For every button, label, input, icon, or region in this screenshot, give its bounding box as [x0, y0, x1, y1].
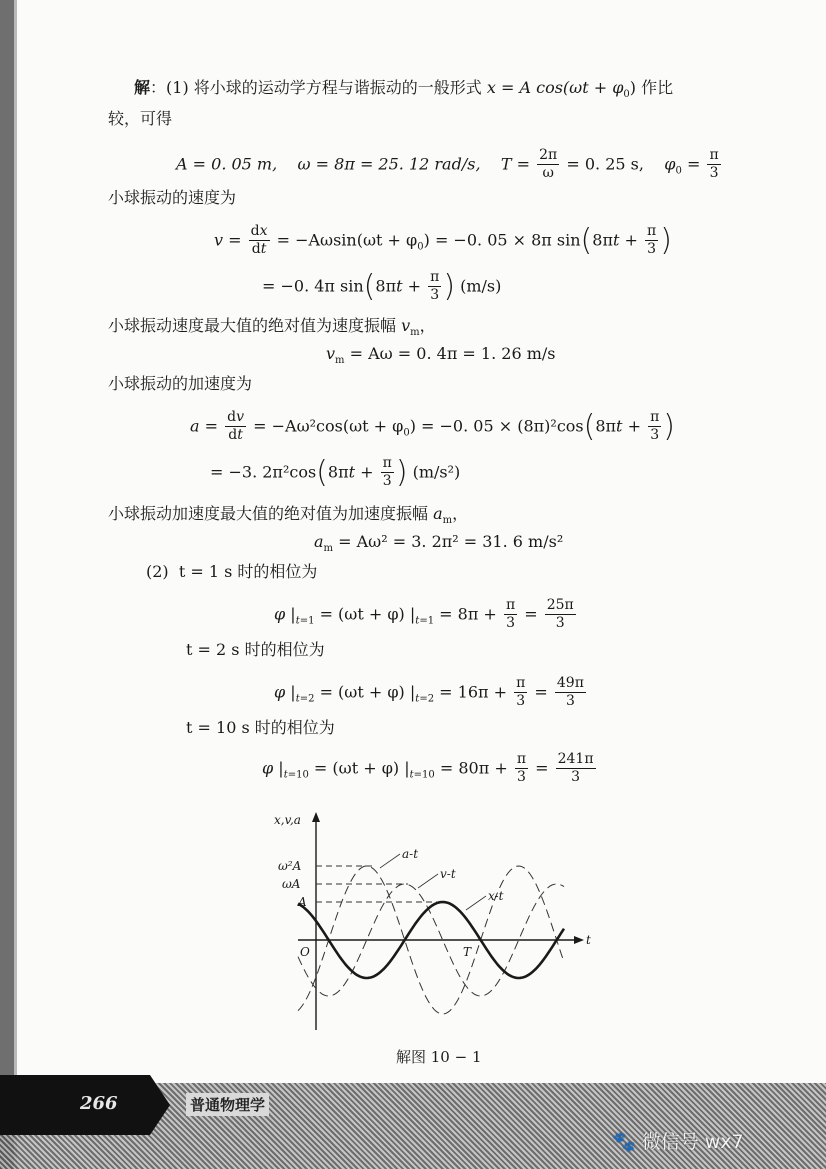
x-axis-label: t: [586, 933, 591, 947]
curve-label-v: v-t: [440, 867, 456, 881]
velocity-equation-2: = −0. 4π sin(8πt + $\frac{\pi}{3}$ ) (m/s): [262, 268, 502, 304]
velocity-heading: 小球振动的速度为: [108, 188, 237, 207]
wechat-watermark: 🐾 微信号 wx7: [612, 1131, 744, 1153]
acceleration-equation-1: a = $\frac{dv}{dt}$ = $-A\omega^2\cos(\omega t + \varphi_0) = -0$. 05 × (8π)²cos(8πt + $\frac{\pi}{3}$ ): [190, 408, 675, 444]
x-axis-arrow: [574, 936, 584, 944]
leader-a: [380, 854, 400, 868]
phase-heading-1: (2) t = 1 s 时的相位为: [146, 562, 318, 581]
figure-caption: 解图 10 − 1: [396, 1048, 482, 1066]
y-axis-arrow: [312, 812, 320, 822]
phase-equation-3: φ $|_{t=10} = (\omega t + \varphi) |_{t=10} = 80\pi$ + $\frac{\pi}{3}$ = $\frac{241\pi}{3}$: [262, 751, 594, 786]
oscillation-figure: [268, 808, 608, 1048]
book-title: 普通物理学: [186, 1093, 269, 1116]
page-binding-shadow: [14, 0, 17, 1169]
am-equation: $a_m = A\omega^2 = 3$. 2π² = 31. 6 m/s²: [314, 532, 564, 555]
intro-line-2: 较，可得: [108, 109, 173, 128]
leader-x: [466, 896, 486, 910]
tick-omega2A: ω²A: [278, 859, 302, 873]
phase-equation-1: φ $|_{t=1} = (\omega t + \varphi) |_{t=1} = 8\pi$ + $\frac{\pi}{3}$ = $\frac{25\pi}{3}$: [274, 597, 574, 632]
tick-A: A: [298, 895, 307, 909]
am-heading: 小球振动加速度最大值的绝对值为加速度振幅 $a_m$，: [108, 504, 469, 527]
origin-label: O: [300, 945, 310, 959]
vm-equation: $v_m = A\omega = 0$. 4π = 1. 26 m/s: [326, 344, 556, 367]
parameter-line: A = 0. 05 m, ω = 8π = 25. 12 rad/s, T = $\frac{2\pi}{\omega}$ = 0. 25 s, $\varphi_0$ = $\frac{\pi}{3}$: [176, 147, 719, 182]
tick-omegaA: ωA: [282, 877, 301, 891]
page-footer: [0, 1075, 826, 1169]
curve-label-x: x-t: [488, 889, 504, 903]
acceleration-equation-2: = −3. 2π²cos(8πt + $\frac{\pi}{3}$ ) (m/s²): [210, 454, 461, 490]
y-axis-label: x,v,a: [274, 813, 301, 827]
period-label: T: [463, 945, 472, 959]
velocity-equation-1: v = $\frac{dx}{dt}$ = $-A\omega\sin(\omega t + \varphi_0) = -0$. 05 × 8π sin(8πt + $\frac{\pi}{3}$ ): [214, 222, 672, 258]
phase-heading-2: t = 2 s 时的相位为: [186, 640, 325, 659]
leader-v: [418, 874, 438, 888]
vm-heading: 小球振动速度最大值的绝对值为速度振幅 $v_m$，: [108, 316, 436, 339]
page-binding-edge: [0, 0, 14, 1169]
phase-heading-3: t = 10 s 时的相位为: [186, 718, 335, 737]
curve-label-a: a-t: [402, 847, 419, 861]
intro-line: 解：(1) 将小球的运动学方程与谐振动的一般形式 x = A $\cos(\omega t + \varphi_0)$ 作比: [134, 78, 674, 101]
acceleration-heading: 小球振动的加速度为: [108, 374, 253, 393]
page-number: 266: [80, 1093, 118, 1114]
phase-equation-2: φ $|_{t=2} = (\omega t + \varphi) |_{t=2} = 16\pi$ + $\frac{\pi}{3}$ = $\frac{49\pi}{3}$: [274, 675, 584, 710]
